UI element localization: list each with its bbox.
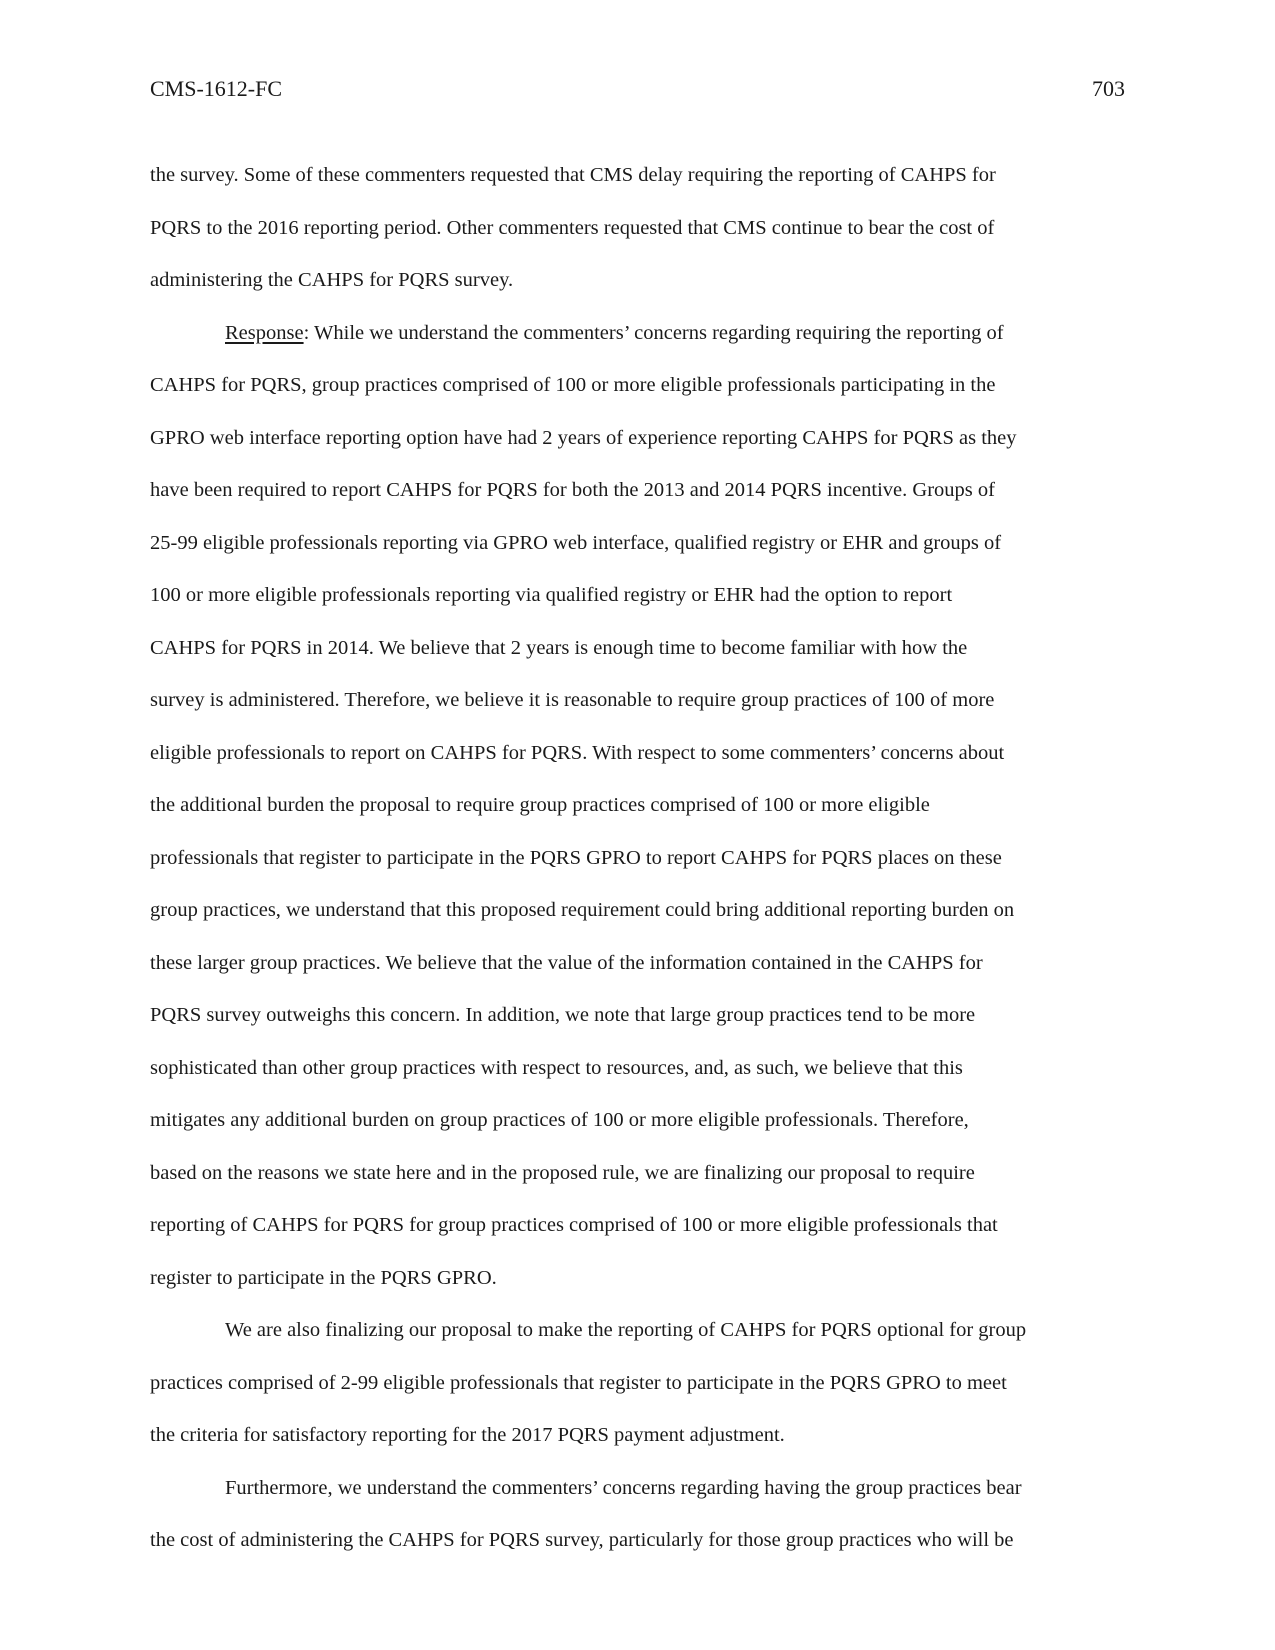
text-line: 25-99 eligible professionals reporting via GPRO web interface, qualified registry or EHR and groups of xyxy=(150,531,1002,554)
text-line: PQRS to the 2016 reporting period. Other commenters requested that CMS continue to bear the cost of xyxy=(150,216,995,239)
paragraph-response xyxy=(150,307,1125,1305)
page-number: 703 xyxy=(1092,76,1125,101)
text-line: register to participate in the PQRS GPRO. xyxy=(150,1266,497,1289)
text-line: eligible professionals to report on CAHPS for PQRS. With respect to some commenters’ concerns about xyxy=(150,741,1005,764)
text-line xyxy=(150,307,1125,360)
text-line: Furthermore, we understand the commenters’ concerns regarding having the group practices bear xyxy=(225,1476,1022,1499)
text-line: the survey. Some of these commenters requested that CMS delay requiring the reporting of CAHPS for xyxy=(150,164,996,186)
text-line: have been required to report CAHPS for PQRS for both the 2013 and 2014 PQRS incentive. Groups of xyxy=(150,479,995,501)
text-line: CAHPS for PQRS in 2014. We believe that 2 years is enough time to become familiar with how the xyxy=(150,636,968,659)
text-line: survey is administered. Therefore, we believe it is reasonable to require group practices of 100 of more xyxy=(150,689,995,711)
text-line: based on the reasons we state here and in the proposed rule, we are finalizing our proposal to require xyxy=(150,1161,975,1184)
text-line: administering the CAHPS for PQRS survey. xyxy=(150,269,514,291)
text-line: reporting of CAHPS for PQRS for group practices comprised of 100 or more eligible professionals that xyxy=(150,1214,998,1236)
text-line: We are also finalizing our proposal to make the reporting of CAHPS for PQRS optional for group xyxy=(225,1319,1027,1341)
text-line: the criteria for satisfactory reporting for the 2017 PQRS payment adjustment. xyxy=(150,1424,785,1446)
paragraph-furthermore xyxy=(150,1462,1125,1567)
text-line: professionals that register to participate in the PQRS GPRO to report CAHPS for PQRS places on these xyxy=(150,846,1002,869)
paragraph-finalizing xyxy=(150,1304,1125,1462)
text-fragment: : While we understand the commenters’ concerns regarding requiring the reporting of xyxy=(303,321,1004,344)
text-line: CAHPS for PQRS, group practices comprised of 100 or more eligible professionals participating in the xyxy=(150,374,996,396)
text-line: GPRO web interface reporting option have had 2 years of experience reporting CAHPS for PQRS as they xyxy=(150,426,1017,449)
text-line: sophisticated than other group practices with respect to resources, and, as such, we believe that this xyxy=(150,1056,963,1079)
text-line: the cost of administering the CAHPS for PQRS survey, particularly for those group practices who will be xyxy=(150,1529,1014,1551)
paragraph-continued xyxy=(150,149,1125,307)
response-label: Response xyxy=(225,321,304,344)
text-line: practices comprised of 2-99 eligible professionals that register to participate in the PQRS GPRO to meet xyxy=(150,1371,1007,1394)
text-line: these larger group practices. We believe that the value of the information contained in the CAHPS for xyxy=(150,951,983,974)
text-line: 100 or more eligible professionals reporting via qualified registry or EHR had the option to report xyxy=(150,584,953,606)
text-line: the additional burden the proposal to require group practices comprised of 100 or more eligible xyxy=(150,794,930,816)
text-line: mitigates any additional burden on group practices of 100 or more eligible professionals. Therefore, xyxy=(150,1109,969,1131)
text-line: group practices, we understand that this proposed requirement could bring additional reporting burden on xyxy=(150,899,1015,921)
document-id: CMS-1612-FC xyxy=(150,76,283,101)
body-text xyxy=(150,149,1125,1567)
text-line: PQRS survey outweighs this concern. In addition, we note that large group practices tend to be more xyxy=(150,1004,976,1026)
